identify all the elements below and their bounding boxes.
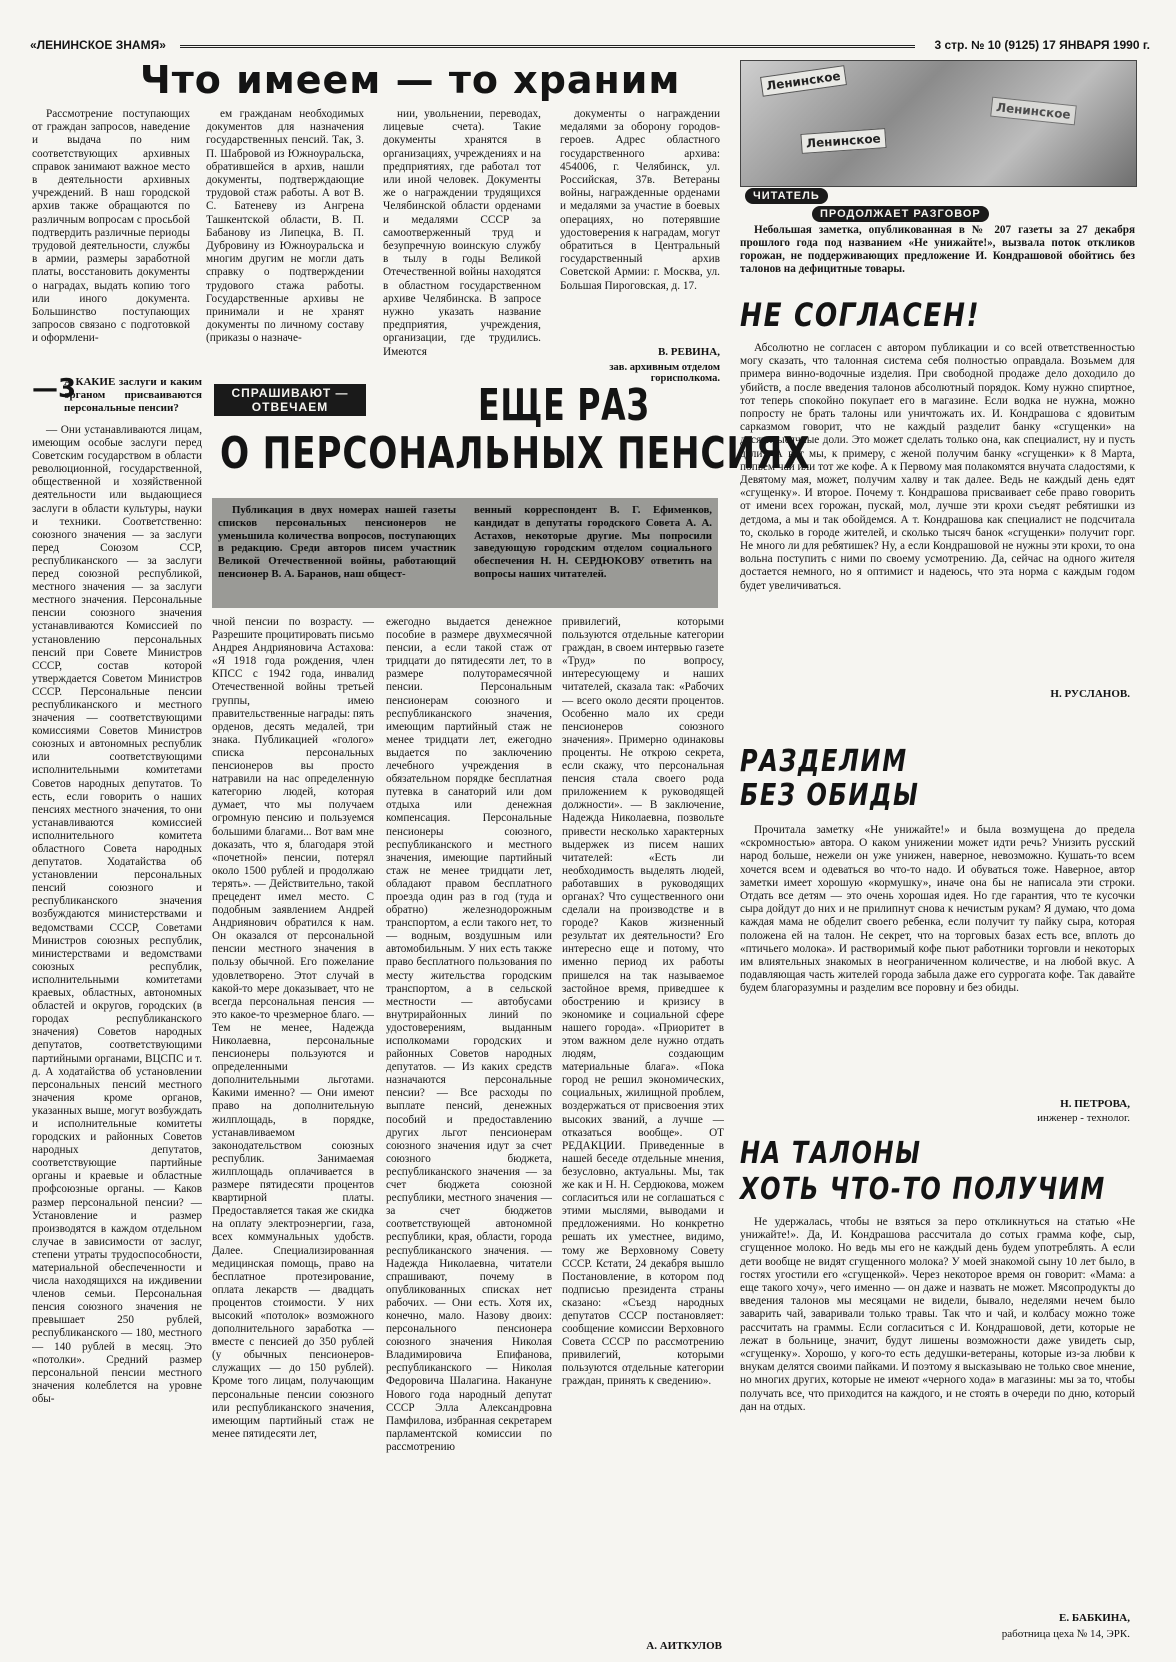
article1-column-4 (560, 108, 720, 344)
section-tag-label: СПРАШИВАЮТ — ОТВЕЧАЕМ (214, 384, 366, 416)
letter2-title-line1: РАЗДЕЛИМ (740, 744, 908, 779)
article2-signature: А. АИТКУЛОВ (646, 1640, 722, 1652)
reader-tag-label: ЧИТАТЕЛЬ (745, 188, 828, 204)
right-lead-text: Небольшая заметка, опубликованная в № 207 газеты за 27 декабря прошлого года под названием «Не унижайте!», вызвала поток откликов горожан, не поддерживающих предложение И. Кондрашовой обойтись без талонов на дефицитные товары. (740, 224, 1135, 275)
photo-newspaper-3: Ленинское (990, 97, 1076, 126)
letter3-body (740, 1216, 1135, 1604)
article2-mid3-text: привилегий, которыми пользуются отдельные категории граждан, в своем интервью газете «Труд» по вопросу, интересующему и наших читателей, сказала так: «Рабочих — всего около десяти процентов. Особенно мало их среди пенсионеров союзного значения». Примерно одинаковы проценты. Не открою секрета, если скажу, что персональная пенсия стала своего рода приложением к руководящей должности». — В заключение, Надежда Николаевна, позвольте привести несколько характерных выдержек из писем наших читателей: «Есть ли необходимость выделять людей, работавших в руководящих органах? Что существенного они сделали на производстве и в городе? Каков жизненный результат их деятельности? Его интересно еще и потому, что именно период их работы пришелся на так называемое застойное время, приведшее к обострению и кризису в экономике и социальной сфере нашего города». «Приоритет в этом важном деле нужно отдать людям, создающим материальные блага». «Пока город не решил экономических, социальных, жилищной проблем, воздержаться от присвоения этих высоких званий, а лучше — отказаться вообще». ОТ РЕДАКЦИИ. Приведенные в нашей беседе отдельные мнения, безусловно, актуальны. Мы, так же как и Н. Н. Сердюкова, можем согласиться или не соглашаться с этими мыслями, выводами и предложениями. Но конкретно решать их уместнее, видимо, тому же Верховному Совету СССР. Кстати, 24 декабря вышло Постановление, в котором под подписью президента страны сказано: «Съезд народных депутатов СССР постановляет: сообщение комиссии Верховного Совета СССР по рассмотрению привилегий, которыми пользуются отдельные категории граждан, принять к сведению». (562, 616, 724, 1388)
intro-left-text: Публикация в двух номерах нашей газеты списков персональных пенсионеров не уменьшила количества вопросов, поступающих в редакцию. Среди авторов писем участник Великой Отечественной войны, работающий пенсионер В. А. Баранов, наш общест- (218, 504, 456, 580)
letter1-title: НЕ СОГЛАСЕН! (740, 296, 981, 334)
reader-tag (745, 186, 828, 204)
question-3-text: А КАКИЕ заслуги и каким органом присваиваются персональные пенсии? (64, 376, 202, 414)
photo-newspaper-1: Ленинское (760, 65, 847, 97)
article1-signature: В. РЕВИНА, (657, 346, 720, 358)
letter2-body (740, 824, 1135, 1094)
letter2-signature: Н. ПЕТРОВА, (1060, 1098, 1130, 1110)
continues-tag (812, 204, 989, 222)
article1-col3-text: нии, увольнении, переводах, лицевые счета). Такие документы хранятся в организациях, учреждениях и на предприятиях, где работал тот или иной человек. Документы же о награждении трудящихся Челябинской области орденами и медалями СССР за самоотверженный труд и безупречную воинскую службу в тылу в годы Великой Отечественной войны находятся в областном государственном архиве Челябинска. В запросе нужно указать название предприятия, учреждения, организации, где трудились. Имеются (383, 108, 541, 358)
article2-mid1-text: чной пенсии по возрасту. — Разрешите процитировать письмо Андрея Андрияновича Астахова: «Я 1918 года рождения, член КПСС с 1942 года, инвалид Отечественной войны третьей группы, имею правительственные награды: пять орденов, десять медалей, три знака. Публикацией «голого» списка персональных пенсионеров вы просто натравили на нас определенную категорию людей, которая думает, что мы получаем огромную пенсию и пользуемся большими благами... Вот вам мне доказать, что я, благодаря этой «почетной» пенсии, потерял около 1500 рублей и продолжаю терять». — Действительно, такой прецедент имел место. С подобным заявлением Андрей Андриянович обратился к нам. Он оказался от персональной пенсии местного значения в пользу обычной. Его пожелание удовлетворено. Этот случай в какой-то мере доказывает, что не всегда персональная пенсия — это какое-то чрезмерное благо. — Тем не менее, Надежда Николаевна, персональные пенсионеры пользуются и определенными дополнительными льготами. Какими именно? — Они имеют право на дополнительную жилплощадь, в порядке, устанавливаемом законодательством союзных республик. Занимаемая жилплощадь оплачивается в размере пятидесяти процентов квартирной платы. Предоставляется такая же скидка на оплату электроэнергии, газа, всех коммунальных удобств. Далее. Специализированная медицинская помощь, право на бесплатное протезирование, оплата лекарств — двадцать процентов стоимости. У них высокий «потолок» возможного дополнительного заработка — вместе с пенсией до 350 рублей (у обычных пенсионеров-служащих — до 150 рублей). Кроме того лицам, получающим персональные пенсии союзного или республиканского значения, имеющим партийный стаж не менее пятидесяти лет, (212, 616, 374, 1440)
article1-col2-text: ем гражданам необходимых документов для назначения государственных пенсий. Так, З. П. Шабровой из Южноуральска, обратившейся в архив, нашли документы, подтверждающие трудовой стаж работы. А вот В. С. Батеневу из Ангрена Ташкентской области, В. П. Бабанову из Липецка, В. П. Дубровину из Южноуральска и многим другим не могли дать справку о подтверждении трудового стажа работы. Государственные архивы не принимали и не хранят документы по личному составу (приказы о назначе- (206, 108, 364, 345)
intro-left (218, 504, 456, 604)
newspaper-photo (740, 60, 1137, 187)
article2-mid-column-1 (212, 616, 374, 1656)
letter3-title-line2: ХОТЬ ЧТО-ТО ПОЛУЧИМ (740, 1172, 1106, 1207)
article2-mid-column-2 (386, 616, 552, 1656)
article2-left-text: — Они устанавливаются лицам, имеющим особые заслуги перед Советским государством в области революционной, государственной, общественной и хозяйственной деятельности или выдающиеся заслуги в области культуры, науки и техники. Соответственно: союзного значения — за заслуги перед Союзом ССР, республиканского — за заслуги перед союзной республикой, местного значения — за заслуги местного значения. Персональные пенсии союзного значения устанавливаются Комиссией по установлению персональных пенсий при Совете Министров СССР, состав которой утверждается Советом Министров СССР. Персональные пенсии республиканского и местного значения — соответствующими комиссиями Советов Министров союзных и автономных республик или соответствующими исполнительными комитетами Советов народных депутатов. То есть, если говорить о наших пенсиях местного значения, то они устанавливаются комиссией исполнительного комитета областного Совета народных депутатов. Ходатайства об установлении персональных пенсий союзного и республиканского значения возбуждаются министерствами и ведомствами СССР, Советами Министров союзных республик, министерствами и ведомствами союзных республик, исполнительными комитетами краевых, областных, автономных областей и округов, городских (в городах республиканского значения) Советов народных депутатов, соответствующими партийными органами, ВЦСПС и т. д. А ходатайства об установлении персональных пенсий местного значения кроме органов, указанных выше, могут возбуждать и исполнительные комитеты городских и районных Советов народных депутатов, соответствующие партийные органы и краевые и областные профсоюзные органы. — Каков размер персональной пенсии? — Установление и размер производятся в каждом отдельном случае в зависимости от заслуг, степени утраты трудоспособности, материальной обеспеченности и числа находящихся на иждивении членов семьи. Персональная пенсия союзного значения не превышает 250 рублей, республиканского — 180, местного — 140 рублей в месяц. Это «потолки». Средний размер персональной пенсии местного значения колеблется на уровне обы- (32, 424, 202, 1405)
article2-left-column (32, 424, 202, 1654)
section-tag (214, 384, 366, 416)
article1-col4-text: документы о награждении медалями за оборону городов-героев. Адрес областного государственного архива: 454006, г. Челябинск, ул. Российская, 37в. Ветераны войны, награжденные орденами и медалями за участие в боевых операциях, но потерявшие удостоверения к наградам, могут обратиться в Центральный государственный архив Советской Армии: г. Москва, ул. Большая Пироговская, д. 17. (560, 108, 720, 292)
article1-position: зав. архивным отделом горисполкома. (609, 362, 720, 384)
article1-title: Что имеем — то храним (140, 58, 681, 102)
article2-intro-box (212, 498, 718, 608)
photo-newspaper-2: Ленинское (800, 128, 886, 154)
letter1-signature: Н. РУСЛАНОВ. (1050, 688, 1130, 700)
intro-right (474, 504, 712, 604)
article1-col1-text: Рассмотрение поступающих от граждан запросов, наведение и выдача по ним соответствующих архивных справок занимают важное место в деятельности архивных учреждений. В наш городской архив также обращаются по различным вопросам с просьбой подтвердить различные периоды трудовой деятельности, службы в армии, размеры заработной платы, восстановить документы о наградах, выдать копию того или иного документа. Большинство поступающих запросов связано с подготовкой и оформлени- (32, 108, 190, 345)
right-lead (740, 224, 1135, 290)
article2-mid-column-3 (562, 616, 724, 1636)
paper-name: «ЛЕНИНСКОЕ ЗНАМЯ» (30, 38, 166, 52)
letter1-body (740, 342, 1135, 684)
issue-info: 3 стр. № 10 (9125) 17 ЯНВАРЯ 1990 г. (934, 38, 1150, 52)
article1-column-1 (32, 108, 190, 366)
letter3-title-line1: НА ТАЛОНЫ (740, 1136, 922, 1171)
letter1-text: Абсолютно не согласен с автором публикации и со всей ответственностью могу сказать, что талонная система себя полностью оправдала. Возьмем для примера винно-водочные изделия. При свободной продаже дело доходило до убийств, а после введения талонов абсолютный порядок. Кому нужно спиртное, тот теперь спокойно покупает его в магазине. Если водка не нужна, можно попросту не брать талоны или уничтожать их. И. Кондрашова с ядовитым сарказмом говорит, что не каждый разделит банку «сгущенки» на десятитысячные доли. Это может сделать только она, как специалист, ну и пусть делит. А вот мы, к примеру, с женой получим банку «сгущенки» к 8 Марта, попьем чай или тот же кофе. А к Первому мая полакомятся внучата сладостями, к Девятому мая, может, получим халву и так далее. Ведь не каждый день едят «сгущенку». И второе. Почему т. Кондрашова присваивает себе право говорить от имени всех горожан, пускай, мол, лучше эти крохи съедят ребятишки из детдома, а мы и так обойдемся. А т. Кондрашова как специалист не подсчитала то, сколько в городе жителей, и сколько тысяч банок «сгущенки» получит горг. Не много ли для ребятишек? Ну, а если Кондрашовой не нужны эти крохи, то она вольна поступить с ними по своему усмотрению. Да, сейчас на одного жителя достается немного, но я оптимист и надеюсь, что эта норма с каждым годом будет увеличиваться. (740, 342, 1135, 592)
continues-tag-label: ПРОДОЛЖАЕТ РАЗГОВОР (812, 206, 989, 222)
question-3-mark: —3 (32, 374, 77, 404)
letter3-position: работница цеха № 14, ЭРК. (1001, 1628, 1130, 1640)
article2-mid2-text: ежегодно выдается денежное пособие в размере двухмесячной пенсии, а если такой стаж от тридцати до пятидесяти лет, то в размере полуторамесячной пенсии. Персональным пенсионерам союзного и республиканского значения, имеющим партийный стаж не менее тридцати лет, ежегодно выдается по заключению лечебного учреждения в обязательном порядке бесплатная путевка в санаторий или дом отдыха или денежная компенсация. Персональные пенсионеры союзного, республиканского и местного значения, имеющие партийный стаж не менее тридцати лет, обладают правом бесплатного проезда один раз в год (туда и обратно) железнодорожным транспортом, а если такого нет, то — водным, воздушным или автомобильным. У них есть также право бесплатного пользования по месту жительства городским транспортом, а в сельской местности — автобусами внутрирайонных линий по удостоверениям, выданным исполкомами городских и районных Советов народных депутатов. — Из каких средств назначаются персональные пенсии? — Все расходы по выплате пенсий, денежных пособий и предоставлению других льгот пенсионерам союзного значения идут за счет союзного бюджета, республиканского значения — за счет бюджета союзной республики, местного значения — за счет бюджетов соответствующей автономной республики, края, области, города республиканского значения. — Надежда Николаевна, читатели спрашивают, почему в опубликованных списках нет рабочих. — Они есть. Хотя их, конечно, мало. Назову двоих: персонального пенсионера союзного значения Николая Владимировича Епифанова, республиканского — Николая Федоровича Шалагина. Накануне Нового года народный депутат СССР Элла Александровна Памфилова, избранная секретарем парламентской комиссии по рассмотрению (386, 616, 552, 1453)
article2-title-line1: ЕЩЕ РАЗ (478, 380, 650, 431)
letter2-text: Прочитала заметку «Не унижайте!» и была возмущена до предела «скромностью» автора. О каком унижении может идти речь? Унизить русский народ больше, нежели он уже унижен, наверное, невозможно. Кушать-то всем хочется всем и одеваться во что-то надо. И обуваться тоже. Наверное, автор заметки имеет хорошую «кормушку», иначе она бы не написала эти строки. Отдать все детям — это очень хорошая идея. Но где гарантия, что те кусочки сыра дойдут до них и не прилипнут снова к нечистым рукам? Я думаю, что дома каждая мама не обделит своего ребенка, если получит ту пайку сыра, которая положена ей на талон. Не секрет, что на торговых базах есть все, вплоть до «птичьего молока». И растворимый кофе пьют работники торговли и некоторых им влиятельных знакомых в неограниченном количестве, и на любой вкус. А подавляющая часть жителей города забыла даже его суррогата кофе. Так давайте будем благоразумны и разделим все поровну и без обиды. (740, 824, 1135, 995)
article1-column-3 (383, 108, 541, 366)
letter2-title-line2: БЕЗ ОБИДЫ (740, 778, 920, 813)
masthead-rule (180, 45, 915, 48)
article1-column-2 (206, 108, 364, 366)
letter3-text: Не удержалась, чтобы не взяться за перо откликнуться на статью «Не унижайте!». Да, И. Кондрашова рассчитала до сотых грамма кофе, сыр, сгущенное молоко. Но ведь мы его не каждый день будем употреблять. А если дети вообще не видят сгущенного молока? У моей знакомой сыну 10 лет было, в гостях угостили его «сгущенкой». Через некоторое время он говорит: «Мама: а еще такого хочу», чего именно — он даже и назвать не может. Мясопродукты до введения талонов мы месяцами не видели, бывало, неделями нечем было заварить чай, заваривали только травы. Так что и чай, и колбасу можно тоже рассчитать на граммы. Если согласиться с И. Кондрашовой, дети, которые не лежат в больнице, значит, будут лишены возможности даже увидеть сыр, «сгущенку». Хорошо, у кого-то есть дедушки-ветераны, которые из-за любви к внукам делятся своими пайками. И поэтому я высказываю не только свое мнение, но многих других, которые не имеют «черного хода» в магазины: мы за то, чтобы получать все, что приходится на каждого, и не стоять в очереди по дню, который дан на отдых. (740, 1216, 1135, 1413)
intro-right-text: венный корреспондент В. Г. Ефименков, кандидат в депутаты городского Совета А. А. Астахов, некоторые другие. Мы попросили заведующую городским отделом социального обеспечения Н. Н. СЕРДЮКОВУ ответить на вопросы наших читателей. (474, 504, 712, 580)
letter3-signature: Е. БАБКИНА, (1059, 1612, 1130, 1624)
letter2-position: инженер - технолог. (1037, 1112, 1130, 1124)
article2-title-line2: О ПЕРСОНАЛЬНЫХ ПЕНСИЯХ (220, 428, 811, 479)
masthead (30, 38, 1150, 58)
